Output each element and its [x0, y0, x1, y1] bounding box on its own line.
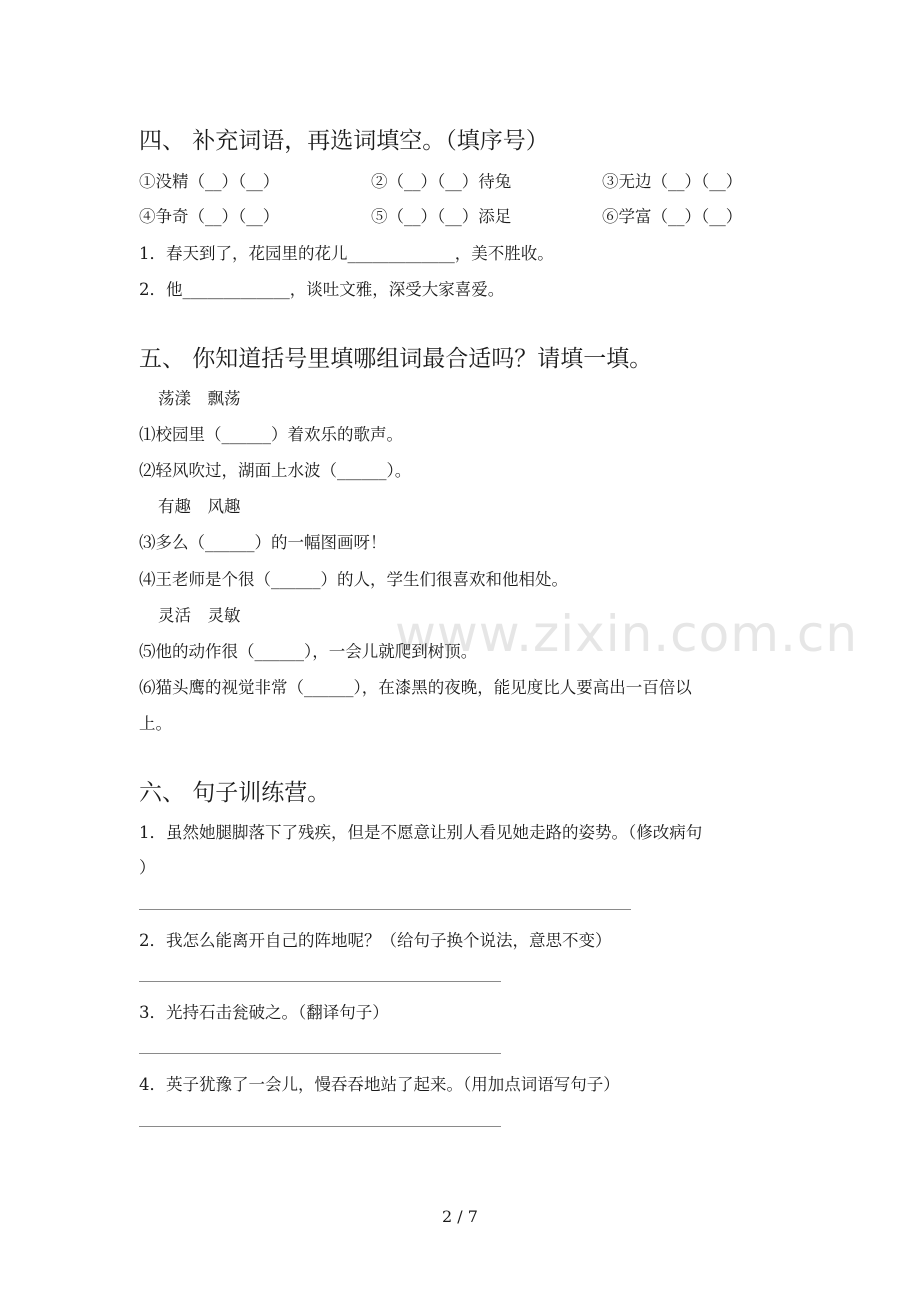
section-5-title: 五、 你知道括号里填哪组词最合适吗？请填一填。	[139, 346, 653, 372]
word-item-3: ③无边（__）（__）	[602, 172, 743, 191]
answer-line-3[interactable]	[139, 1053, 501, 1054]
word-group-2: 有趣 风趣	[158, 497, 241, 516]
answer-line-2[interactable]	[139, 981, 501, 982]
watermark: www.zixin.com.cn	[395, 605, 859, 663]
word-item-5: ⑤（__）（__）添足	[371, 207, 512, 226]
word-group-1: 荡漾 飘荡	[158, 389, 241, 408]
sentence-4: ⑷王老师是个很（______）的人，学生们很喜欢和他相处。	[139, 570, 568, 589]
exercise-2: 2．我怎么能离开自己的阵地呢？（给句子换个说法，意思不变）	[139, 931, 612, 950]
fill-question-1: 1．春天到了，花园里的花儿_____________，美不胜收。	[139, 244, 554, 263]
word-item-6: ⑥学富（__）（__）	[602, 207, 743, 226]
word-item-1: ①没精（__）（__）	[139, 172, 280, 191]
exercise-3: 3．光持石击瓮破之。（翻译句子）	[139, 1003, 389, 1022]
sentence-2: ⑵轻风吹过，湖面上水波（______）。	[139, 461, 412, 480]
sentence-5: ⑸他的动作很（______），一会儿就爬到树顶。	[139, 642, 478, 661]
answer-line-4[interactable]	[139, 1126, 501, 1127]
section-4-title: 四、 补充词语，再选词填空。（填序号）	[139, 128, 549, 154]
word-group-3: 灵活 灵敏	[158, 606, 241, 625]
exercise-1: 1．虽然她腿脚落下了残疾，但是不愿意让别人看见她走路的姿势。（修改病句	[139, 823, 703, 842]
word-item-2: ②（__）（__）待兔	[371, 172, 512, 191]
sentence-6-continued: 上。	[139, 714, 172, 733]
word-item-4: ④争奇（__）（__）	[139, 207, 280, 226]
exercise-4: 4．英子犹豫了一会儿，慢吞吞地站了起来。（用加点词语写句子）	[139, 1075, 620, 1094]
section-6-title: 六、 句子训练营。	[139, 780, 331, 806]
sentence-3: ⑶多么（______）的一幅图画呀！	[139, 533, 387, 552]
exercise-1-continued: ）	[139, 858, 156, 877]
sentence-1: ⑴校园里（______）着欢乐的歌声。	[139, 425, 403, 444]
fill-question-2: 2．他_____________，谈吐文雅，深受大家喜爱。	[139, 280, 505, 299]
sentence-6: ⑹猫头鹰的视觉非常（______），在漆黑的夜晚，能见度比人要高出一百倍以	[139, 678, 692, 697]
answer-line-1[interactable]	[139, 909, 631, 910]
page-number: 2 / 7	[442, 1207, 478, 1226]
